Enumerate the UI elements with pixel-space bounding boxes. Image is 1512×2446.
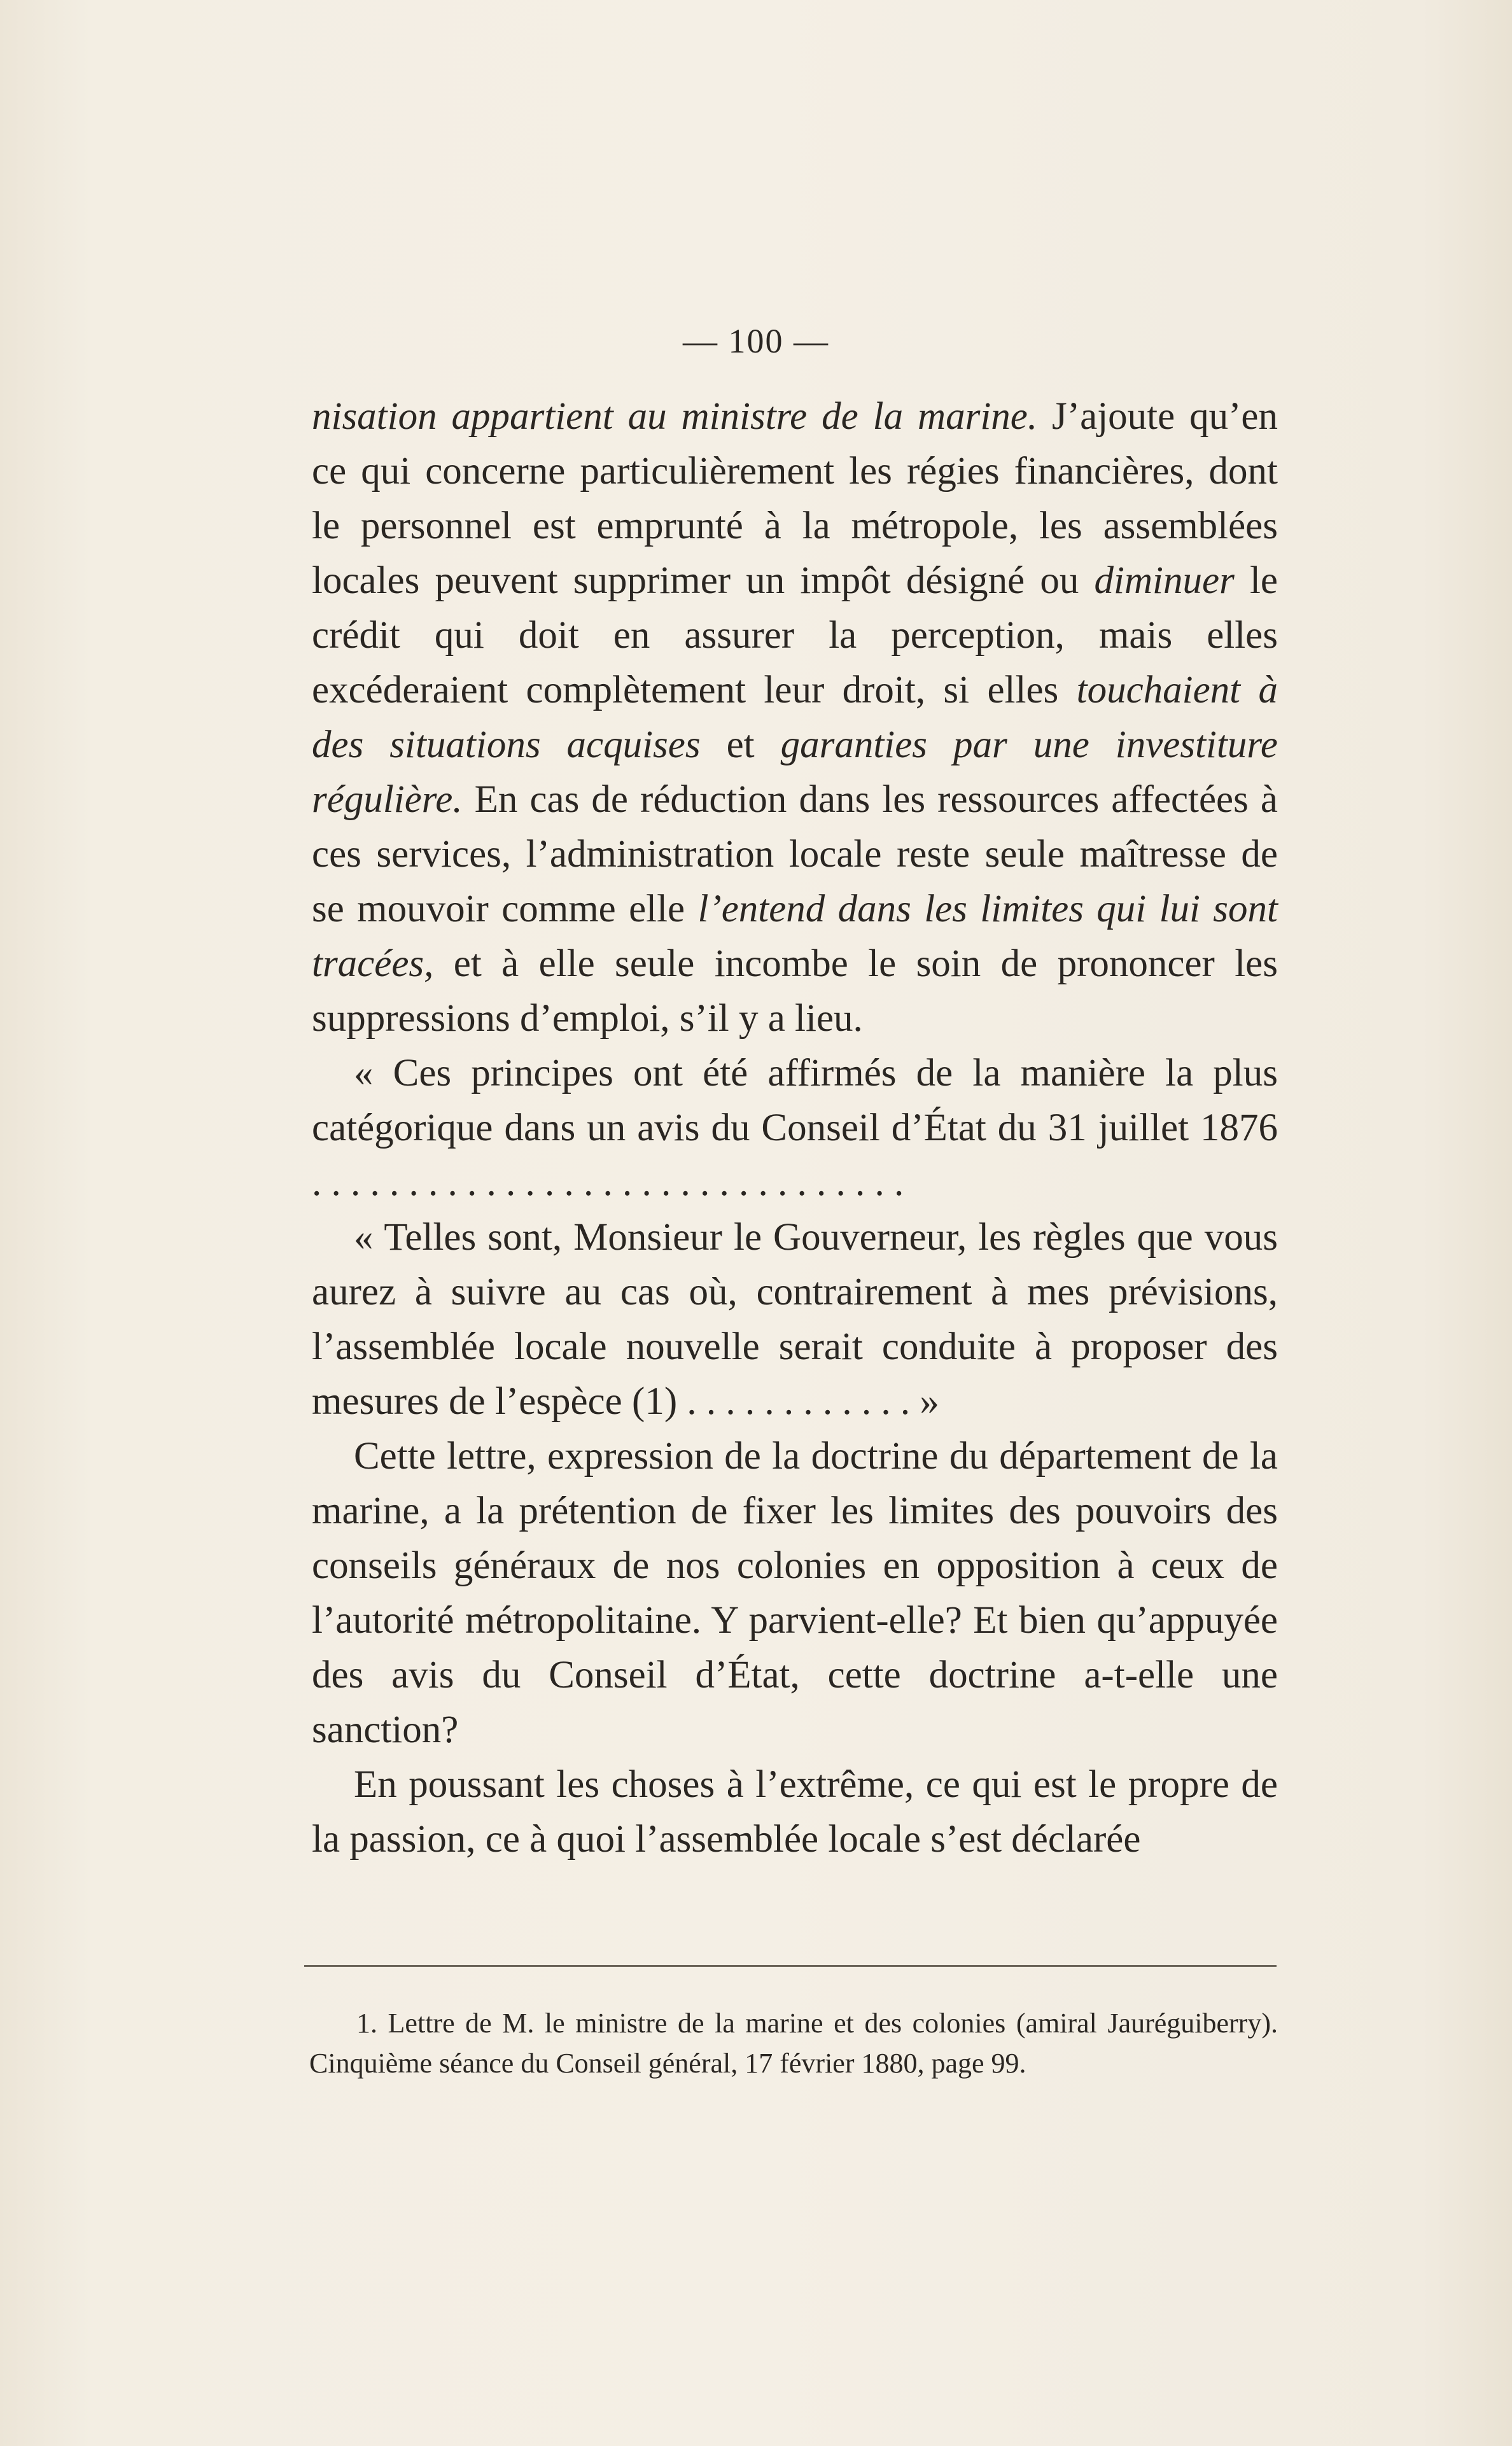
body-text bbox=[312, 389, 1278, 1867]
text-run: « Telles sont, Monsieur le Gouverneur, les règles que vous aurez à suivre au cas où, contrairement à mes prévisions, l’assemblée locale nouvelle serait conduite à proposer des mesures de l’espèce (1) . . . . . . . . . . . . » bbox=[312, 1216, 1278, 1423]
paragraph-5 bbox=[312, 1758, 1278, 1867]
paragraph-4 bbox=[312, 1429, 1278, 1758]
text-run: et bbox=[700, 723, 781, 766]
footnote bbox=[309, 2003, 1278, 2083]
italic-run: nisation appartient au ministre de la marine. bbox=[312, 395, 1038, 438]
footnote-rule bbox=[304, 1965, 1277, 1967]
text-run: « Ces principes ont été affirmés de la manière la plus catégorique dans un avis du Conseil d’État du 31 juillet 1876 . . . . . . . . . . . . . . . . . . . . . . . . . . . . . . . bbox=[312, 1052, 1278, 1204]
text-run: Cette lettre, expression de la doctrine du département de la marine, a la prétention de fixer les limites des pouvoirs des conseils généraux de nos colonies en opposition à ceux de l’autorité métropolitaine. Y parvient-elle? Et bien qu’appuyée des avis du Conseil d’État, cette doctrine a-t-elle une sanction? bbox=[312, 1435, 1278, 1751]
footnote-text: 1. Lettre de M. le ministre de la marine et des colonies (amiral Jauréguiberry). Cinquième séance du Conseil général, 17 février 1880, page 99. bbox=[309, 2008, 1278, 2079]
paragraph-2 bbox=[312, 1046, 1278, 1210]
paragraph-1 bbox=[312, 389, 1278, 1046]
text-run: et à elle seule incombe le soin de prononcer les suppressions d’emploi, s’il y a lieu. bbox=[312, 942, 1278, 1040]
paragraph-3 bbox=[312, 1210, 1278, 1429]
page-number: — 100 — bbox=[683, 322, 829, 360]
italic-run: diminuer bbox=[1094, 559, 1235, 602]
text-run: le crédit qui doit en assurer la perception, mais elles excéderaient complètement leur droit, si elles bbox=[312, 559, 1278, 711]
italic-run: l’entend dans les limites qui lui sont tracées, bbox=[312, 888, 1278, 985]
text-run: En poussant les choses à l’extrême, ce qui est le propre de la passion, ce à quoi l’assemblée locale s’est déclarée bbox=[312, 1763, 1278, 1861]
text-run: En cas de réduction dans les ressources affectées à ces services, l’administration locale reste seule maîtresse de se mouvoir comme elle bbox=[312, 778, 1278, 930]
italic-run: garanties par une investiture régulière. bbox=[312, 723, 1278, 821]
italic-run: touchaient à des situations acquises bbox=[312, 669, 1278, 766]
text-run: J’ajoute qu’en ce qui concerne particulièrement les régies financières, dont le personnel est emprunté à la métropole, les assemblées locales peuvent supprimer un impôt désigné ou bbox=[312, 395, 1278, 602]
